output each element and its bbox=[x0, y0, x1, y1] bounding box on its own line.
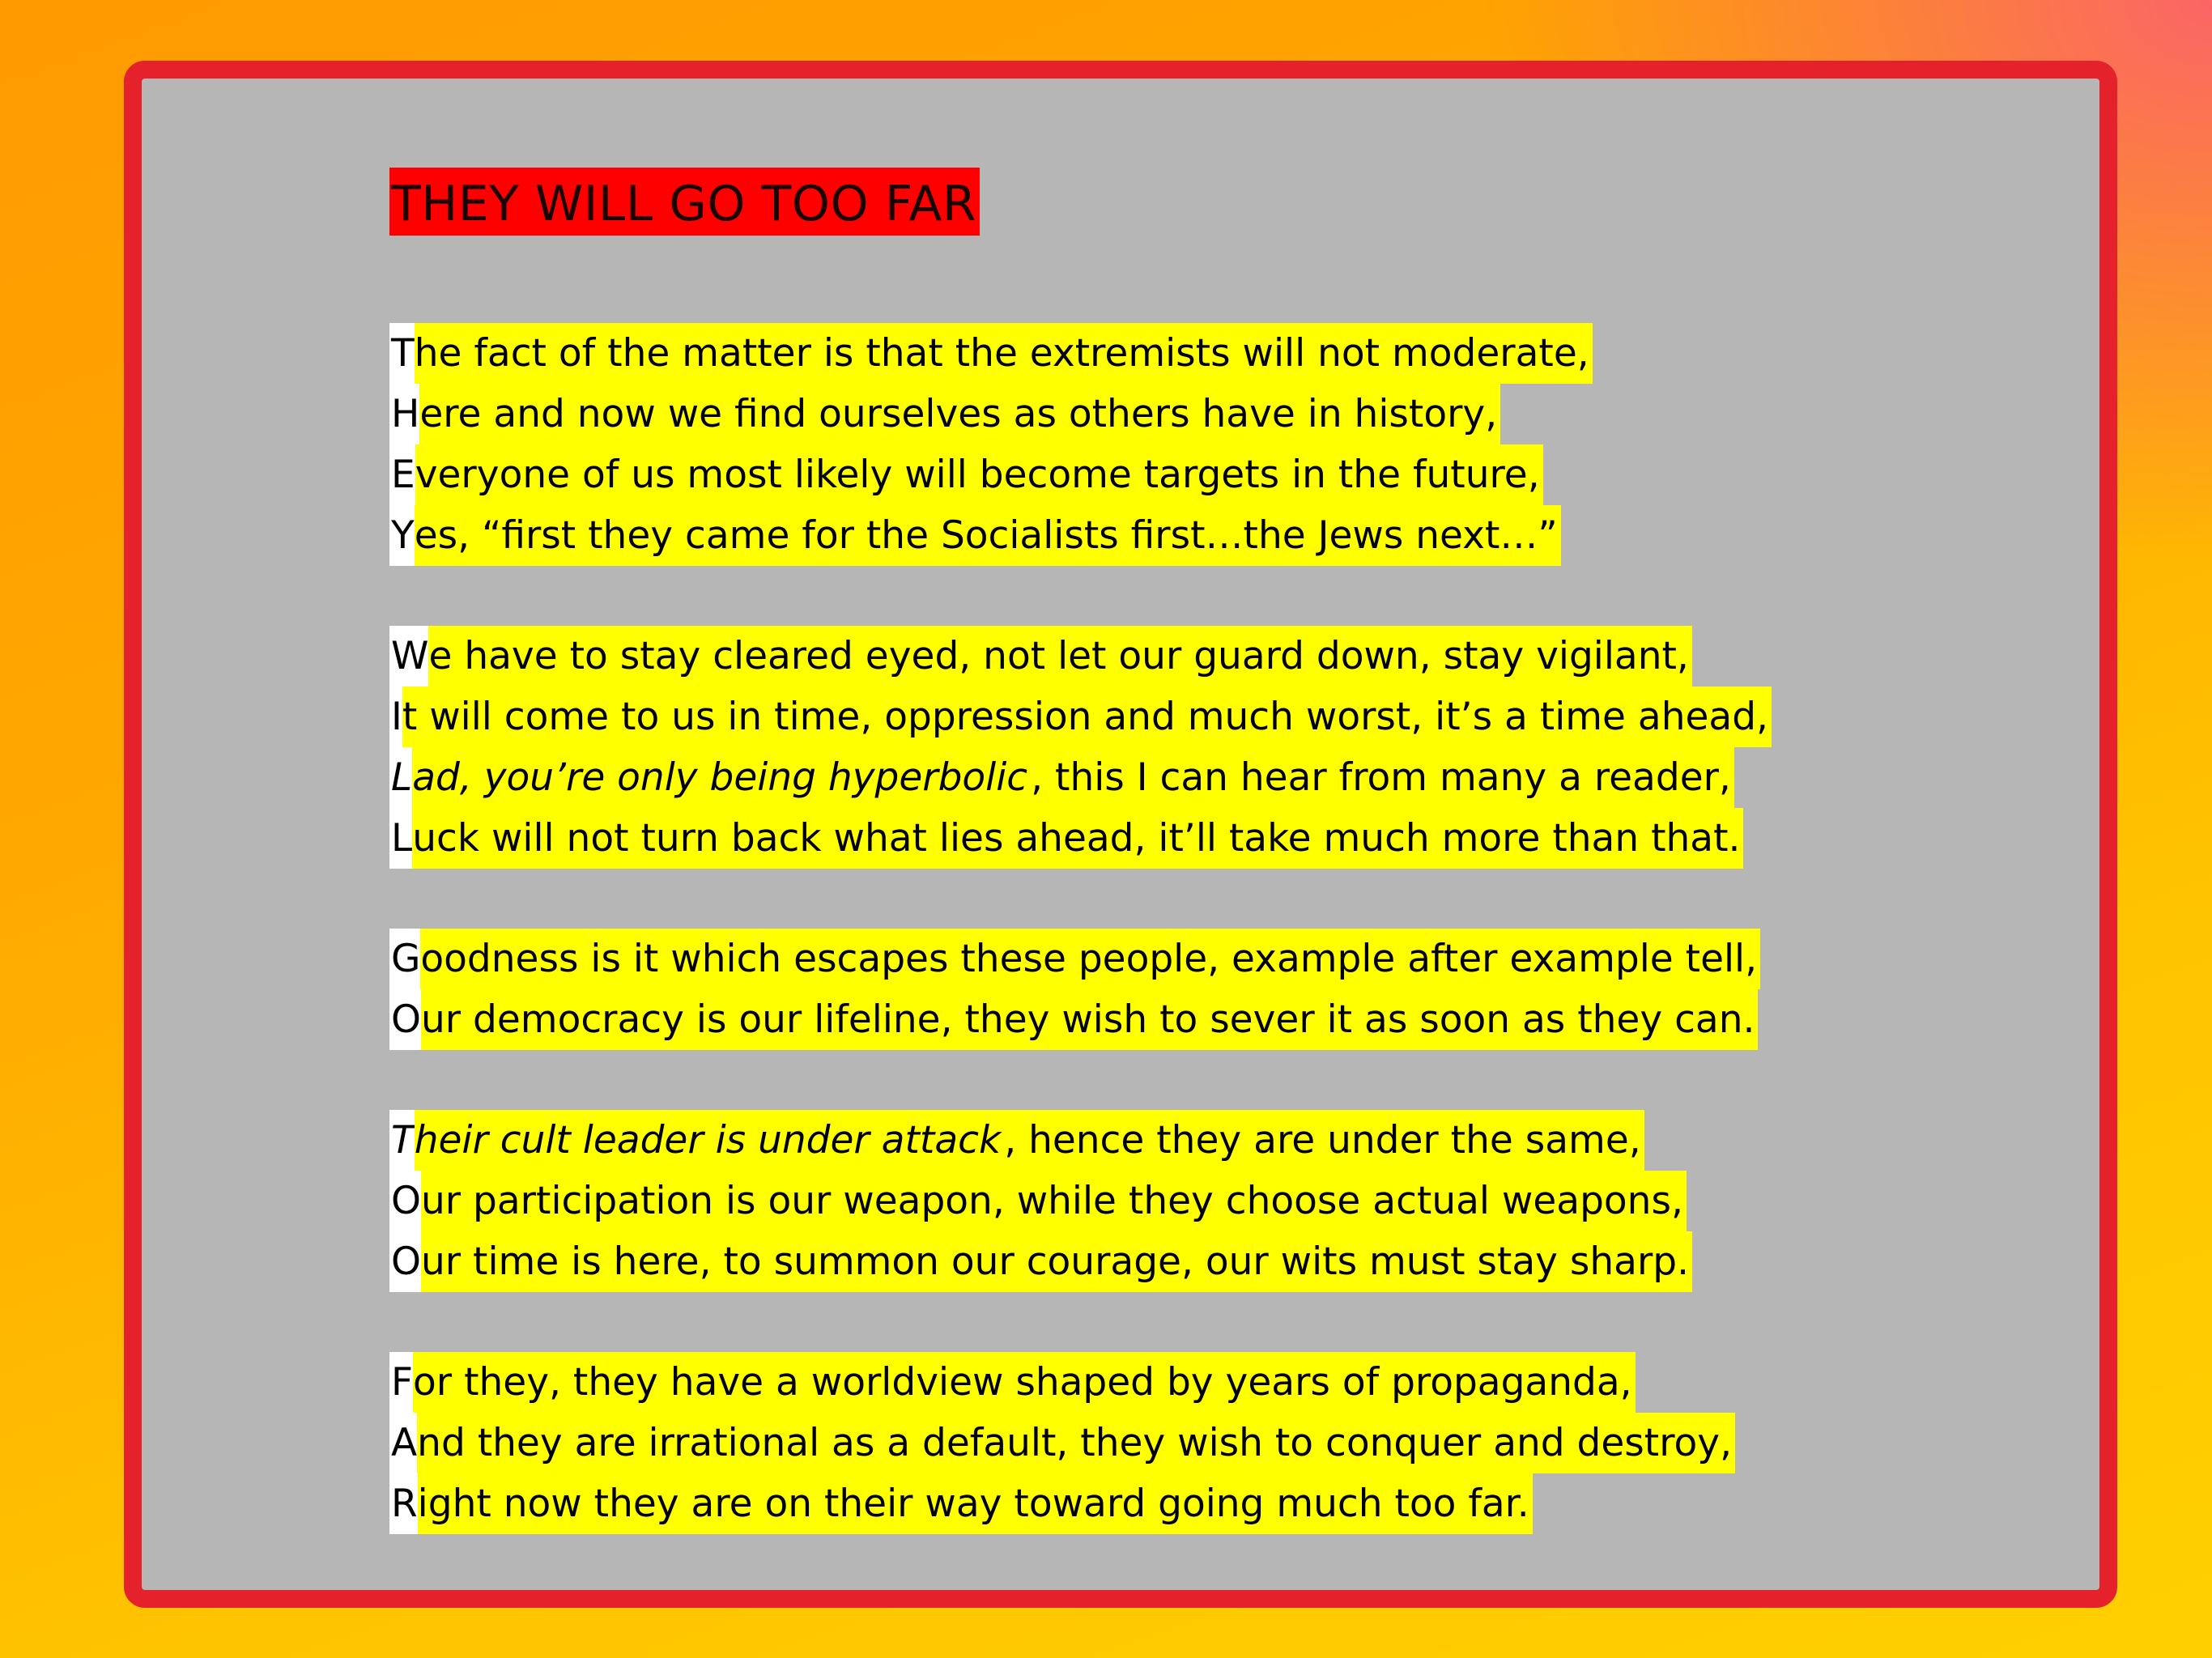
stanza-5 bbox=[389, 1352, 1772, 1534]
line-text: or they, they have a worldview shaped by years of propaganda, bbox=[413, 1352, 1636, 1413]
poem-line bbox=[389, 1413, 1772, 1473]
line-initial: L bbox=[389, 808, 412, 869]
line-initial: W bbox=[389, 626, 428, 687]
line-text: ight now they are on their way toward going much too far. bbox=[418, 1473, 1533, 1534]
line-initial: E bbox=[389, 444, 415, 505]
line-text: he fact of the matter is that the extremists will not moderate, bbox=[415, 323, 1593, 384]
line-initial: T bbox=[389, 1110, 415, 1171]
stanza-4 bbox=[389, 1110, 1772, 1292]
line-text: ur participation is our weapon, while they choose actual weapons, bbox=[421, 1171, 1687, 1231]
line-text: es, “first they came for the Socialists first…the Jews next…” bbox=[415, 505, 1561, 566]
poem-content bbox=[389, 168, 1772, 1534]
poem-line bbox=[389, 929, 1772, 989]
line-initial: A bbox=[389, 1413, 417, 1473]
line-initial: H bbox=[389, 384, 419, 444]
line-initial: O bbox=[389, 1171, 421, 1231]
poem-line bbox=[389, 808, 1772, 869]
line-text: oodness is it which escapes these people, example after example tell, bbox=[420, 929, 1760, 989]
line-text: nd they are irrational as a default, they wish to conquer and destroy, bbox=[417, 1413, 1735, 1473]
poem-line bbox=[389, 989, 1772, 1050]
poem-line bbox=[389, 1171, 1772, 1231]
stanza-2 bbox=[389, 626, 1772, 869]
poem-line bbox=[389, 626, 1772, 687]
line-text: t will come to us in time, oppression and much worst, it’s a time ahead, bbox=[402, 687, 1772, 747]
line-text: uck will not turn back what lies ahead, it’ll take much more than that. bbox=[412, 808, 1743, 869]
line-initial: R bbox=[389, 1473, 418, 1534]
line-initial: T bbox=[389, 323, 415, 384]
poem-line bbox=[389, 323, 1772, 384]
poem-line bbox=[389, 747, 1772, 808]
poem-line bbox=[389, 1352, 1772, 1413]
line-initial: O bbox=[389, 989, 421, 1050]
line-italic-text: ad, you’re only being hyperbolic bbox=[412, 747, 1031, 808]
poem-line bbox=[389, 1473, 1772, 1534]
line-initial: Y bbox=[389, 505, 415, 566]
poem-line bbox=[389, 444, 1772, 505]
stanza-3 bbox=[389, 929, 1772, 1050]
line-initial: I bbox=[389, 687, 402, 747]
line-text: , this I can hear from many a reader, bbox=[1031, 747, 1734, 808]
poem-line bbox=[389, 1231, 1772, 1292]
poem-line bbox=[389, 384, 1772, 444]
poem-line bbox=[389, 1110, 1772, 1171]
line-text: ur democracy is our lifeline, they wish to sever it as soon as they can. bbox=[421, 989, 1758, 1050]
line-initial: L bbox=[389, 747, 412, 808]
poem-card bbox=[124, 61, 2117, 1608]
poem-line bbox=[389, 687, 1772, 747]
stanza-1 bbox=[389, 323, 1772, 566]
poem-title: THEY WILL GO TOO FAR bbox=[389, 168, 980, 236]
line-initial: G bbox=[389, 929, 420, 989]
line-italic-text: heir cult leader is under attack bbox=[415, 1110, 1004, 1171]
line-text: e have to stay cleared eyed, not let our guard down, stay vigilant, bbox=[428, 626, 1691, 687]
line-text: ere and now we find ourselves as others have in history, bbox=[419, 384, 1500, 444]
line-text: , hence they are under the same, bbox=[1004, 1110, 1644, 1171]
line-text: veryone of us most likely will become targets in the future, bbox=[415, 444, 1543, 505]
line-initial: F bbox=[389, 1352, 413, 1413]
line-text: ur time is here, to summon our courage, our wits must stay sharp. bbox=[421, 1231, 1692, 1292]
poem-line bbox=[389, 505, 1772, 566]
line-initial: O bbox=[389, 1231, 421, 1292]
